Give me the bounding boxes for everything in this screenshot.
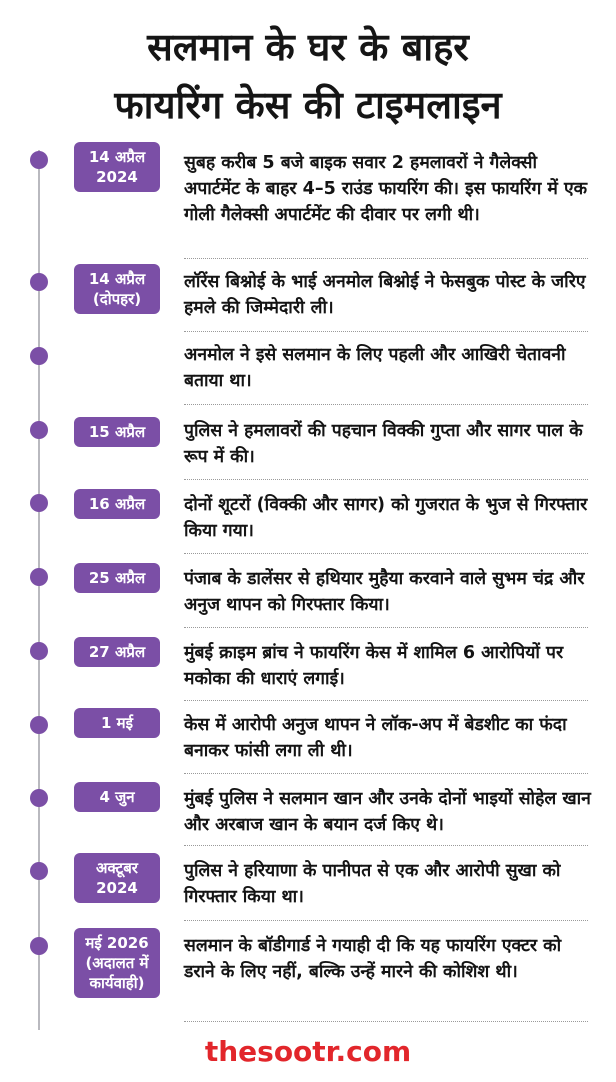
timeline-dot [30, 347, 48, 365]
date-badge [74, 489, 160, 519]
date-badge [74, 853, 160, 903]
event-text: मुंबई क्राइम ब्रांच ने फायरिंग केस में शामिल 6 आरोपियों पर मकोका की धाराएं लगाई। [184, 643, 564, 689]
event-text: सलमान के बॉडीगार्ड ने गयाही दी कि यह फायरिंग एक्टर को डराने के लिए नहीं, बल्कि उन्हें मारने की कोशिश थी। [184, 936, 562, 982]
title-line-2: फायरिंग केस की टाइमलाइन [114, 83, 502, 127]
date-line: 2024 [96, 879, 138, 897]
divider [184, 258, 588, 259]
timeline-dot [30, 716, 48, 734]
date-line: (अदालत में [85, 954, 149, 972]
event-text: लॉरेंस बिश्नोई के भाई अनमोल बिश्नोई ने फेसबुक पोस्ट के जरिए हमले की जिम्मेदारी ली। [184, 272, 586, 318]
event-text: पुलिस ने हरियाणा के पानीपत से एक और आरोपी सुखा को गिरफ्तार किया था। [184, 861, 561, 907]
timeline-dot [30, 421, 48, 439]
date-line: 2024 [96, 168, 138, 186]
date-badge [74, 782, 160, 812]
event-text: सुबह करीब 5 बजे बाइक सवार 2 हमलावरों ने गैलेक्सी अपार्टमेंट के बाहर 4–5 राउंड फायरिंग की। इस फायरिंग में एक गोली गैलेक्सी अपार्टमेंट की दीवार पर लगी थी। [184, 153, 588, 225]
date-line: 4 जुन [99, 788, 135, 806]
date-line: 16 अप्रैल [88, 495, 146, 513]
divider [184, 700, 588, 701]
timeline-dot [30, 494, 48, 512]
divider [184, 404, 588, 405]
date-line: कार्यवाही) [89, 974, 145, 992]
divider [184, 920, 588, 921]
divider [184, 479, 588, 480]
date-line: अक्टूबर [96, 859, 138, 877]
date-badge [74, 417, 160, 447]
date-line: (दोपहर) [92, 290, 142, 308]
date-badge [74, 264, 160, 314]
timeline-dot [30, 273, 48, 291]
timeline-dot [30, 789, 48, 807]
timeline-dot [30, 862, 48, 880]
divider [184, 627, 588, 628]
timeline-dot [30, 151, 48, 169]
event-text: पंजाब के डालेंसर से हथियार मुहैया करवाने वाले सुभम चंद्र और अनुज थापन को गिरफ्तार किया। [184, 569, 585, 615]
date-badge [74, 563, 160, 593]
event-text: दोनों शूटरों (विक्की और सागर) को गुजरात के भुज से गिरफ्तार किया गया। [184, 495, 588, 541]
date-line: 25 अप्रैल [88, 569, 146, 587]
page-title [0, 18, 616, 134]
timeline-dot [30, 642, 48, 660]
footer-site-link[interactable]: thesootr.com [204, 1035, 412, 1068]
divider [184, 1021, 588, 1022]
title-line-1: सलमान के घर के बाहर [147, 25, 469, 69]
timeline-dot [30, 568, 48, 586]
date-line: मई 2026 [85, 934, 149, 952]
date-line: 27 अप्रैल [88, 643, 146, 661]
event-text: केस में आरोपी अनुज थापन ने लॉक-अप में बेडशीट का फंदा बनाकर फांसी लगा ली थी। [184, 715, 567, 761]
event-text: अनमोल ने इसे सलमान के लिए पहली और आखिरी चेतावनी बताया था। [184, 345, 566, 391]
date-badge [74, 142, 160, 192]
date-line: 1 मई [101, 714, 133, 732]
divider [184, 773, 588, 774]
event-text: मुंबई पुलिस ने सलमान खान और उनके दोनों भाइयों सोहेल खान और अरबाज खान के बयान दर्ज किए थे। [184, 789, 591, 835]
date-line: 14 अप्रैल [88, 270, 146, 288]
date-badge [74, 637, 160, 667]
divider [184, 553, 588, 554]
divider [184, 845, 588, 846]
divider [184, 331, 588, 332]
event-text: पुलिस ने हमलावरों की पहचान विक्की गुप्ता और सागर पाल के रूप में की। [184, 421, 583, 467]
date-line: 15 अप्रैल [88, 423, 146, 441]
date-badge [74, 708, 160, 738]
timeline-dot [30, 937, 48, 955]
date-line: 14 अप्रैल [88, 148, 146, 166]
date-badge [74, 928, 160, 998]
